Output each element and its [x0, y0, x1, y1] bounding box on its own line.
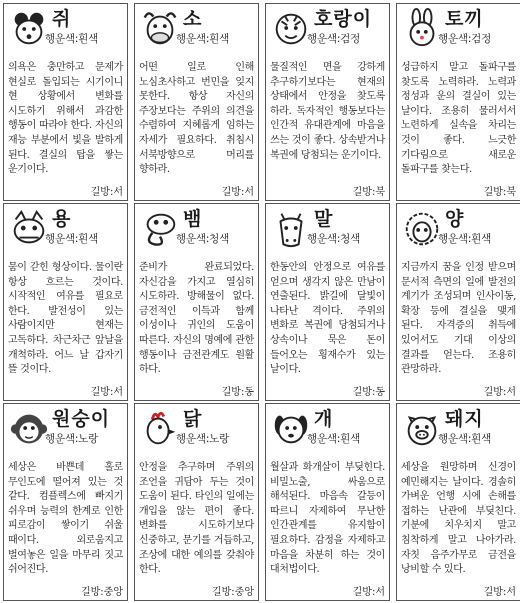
sheep-icon — [401, 208, 443, 250]
fortune-text: 의욕은 충만하고 문제가 현실로 돌입되는 시기이니 현 상황에서 변화를 시도하기 위해서 과감한 행동이 따라야 한다. 자신의 재능 부분에서 빛을 발하게 된다. 결실의 탑을 쌓는 운기이다. — [8, 62, 123, 176]
rooster-icon — [139, 408, 181, 450]
lucky-direction: 길방:동 — [219, 386, 254, 399]
lucky-color: 행운색:흰색 — [45, 233, 99, 245]
zodiac-card — [134, 403, 259, 601]
zodiac-card-header — [135, 404, 259, 454]
lucky-direction: 길방:서 — [219, 186, 254, 199]
zodiac-name: 원숭이 — [52, 408, 111, 430]
lucky-color: 행운색:청색 — [307, 233, 361, 245]
zodiac-card — [265, 203, 390, 401]
zodiac-name: 말 — [314, 208, 334, 230]
ox-icon — [139, 8, 181, 50]
monkey-icon — [8, 408, 50, 450]
zodiac-name: 돼지 — [445, 408, 484, 430]
zodiac-name: 소 — [183, 8, 203, 30]
lucky-direction: 길방:서 — [88, 186, 123, 199]
fortune-text: 지금까지 꿈을 인정 받으며 문서적 측면의 일에 발전의 계기가 조성되며 인사이동, 확장 등에 결실을 맺게 된다. 자격증의 취득에 있어서도 기대 이상의 결과를 얻는다. 조용히 관망하라. — [401, 262, 516, 376]
lucky-direction: 길방:서 — [481, 386, 516, 399]
lucky-color: 행운색:흰색 — [45, 33, 99, 45]
lucky-direction: 길방:서 — [88, 386, 123, 399]
zodiac-name: 양 — [445, 208, 465, 230]
lucky-color: 행운색:흰색 — [438, 433, 492, 445]
lucky-color: 행운색:청색 — [176, 233, 230, 245]
lucky-color: 행운색:노랑 — [45, 433, 99, 445]
lucky-color: 행운색:흰색 — [438, 233, 492, 245]
zodiac-card — [3, 3, 128, 201]
lucky-color: 행운색:검정 — [438, 33, 492, 45]
rabbit-icon — [401, 8, 443, 50]
lucky-direction: 길방:서 — [481, 586, 516, 599]
lucky-direction: 길방:중앙 — [209, 586, 254, 599]
fortune-text: 세상은 바쁜데 홀로 무인도에 떨어져 있는 것 같다. 컴플렉스에 빠지기 쉬우며 능력의 한계로 인한 피로감이 쌓이기 쉬울 때이다. 외로움지고 벌여놓은 일을 마무리 짓고 쉬어진다. — [8, 462, 123, 576]
zodiac-card-header — [397, 204, 520, 254]
fortune-text: 준비가 완료되었다. 자신감을 가지고 열심히 시도하라. 방해물이 없다. 금전적인 이득과 함께 이성이나 귀인의 도움이 따른다. 자신의 명예에 관한 행동이나 금전관계도 원활 하다. — [139, 262, 254, 376]
zodiac-name: 용 — [52, 208, 72, 230]
zodiac-name: 닭 — [183, 408, 203, 430]
tiger-icon — [270, 8, 312, 50]
zodiac-card-header — [4, 404, 128, 454]
zodiac-card — [134, 3, 259, 201]
fortune-text: 안정을 추구하며 주위의 조언을 귀담아 두는 것이 도움이 된다. 타인의 일에는 개입을 않는 편이 좋다. 변화를 시도하기보다 신중하고, 문기를 거듭하고, 조상에 대한 예의를 갖춰야 한다. — [139, 462, 254, 576]
zodiac-card-header — [397, 4, 520, 54]
zodiac-card-header — [135, 4, 259, 54]
fortune-text: 월살과 화개살이 부딪힌다. 비밀노출, 싸움으로 해석된다. 마음속 갈등이 따르니 자제하여 무난한 인간관계를 유지함이 필요하다. 감정을 자제하고 마음을 차분히 하는 것이 대처법이다. — [270, 462, 385, 576]
lucky-direction: 길방:동 — [350, 386, 385, 399]
zodiac-card-header — [4, 204, 128, 254]
lucky-direction: 길방:북 — [481, 186, 516, 199]
lucky-color: 행운색:흰색 — [176, 33, 230, 45]
fortune-text: 어떤 일로 인해 노심초사하고 번민을 잊지 못한다. 항상 자신의 주장보다는 주위의 의견을 수렴하여 지혜롭게 임하는 자세가 필요하다. 취침시 서북방향으로 머리를 향하라. — [139, 62, 254, 176]
snake-icon — [139, 208, 181, 250]
lucky-color: 행운색:검정 — [307, 33, 361, 45]
zodiac-card — [396, 403, 520, 601]
zodiac-name: 뱀 — [183, 208, 203, 230]
zodiac-name: 쥐 — [52, 8, 72, 30]
pig-icon — [401, 408, 443, 450]
zodiac-card — [396, 3, 520, 201]
fortune-text: 세상을 원망하며 신경이 예민해지는 날이다. 경솔히 가벼운 언행 시에 손해를 접하는 난관에 부딪친다. 기분에 치우치지 말고 침착하게 말고 나아가라. 자칫 음주가무로 금전을 낭비할 수 있다. — [401, 462, 516, 576]
zodiac-card-header — [266, 4, 390, 54]
fortune-text: 뭄이 갇힌 형상이다. 물이란 항상 흐르는 것이다. 시작적인 여유를 필요로 한다. 발전성이 있는 사람이지만 현재는 고독하다. 차근차근 앞날을 개척하라. 어느 날 갑자기 뜰 것이다. — [8, 262, 123, 376]
lucky-direction: 길방:중앙 — [78, 586, 123, 599]
lucky-direction: 길방:서 — [350, 586, 385, 599]
fortune-text: 한동안의 안정으로 여유를 얻으며 생각지 않은 만남이 연출된다. 밝길에 달빛이 나타난 격이다. 주위의 변화로 복권에 당첨되거나 상속이나 묵은 돈이 들어오는 횡재수가 있는 날이다. — [270, 262, 385, 376]
zodiac-card-header — [266, 404, 390, 454]
fortune-text: 물질적인 면을 강하게 추구하기보다는 현재의 상태에서 안정을 찾도록 하라. 독자적인 행동보다는 인간적 유대관계에 마음을 쓰는 것이 좋다. 상속받거나 복권에 당첨되는 운기이다. — [270, 62, 385, 161]
zodiac-card — [134, 203, 259, 401]
horse-icon — [270, 208, 312, 250]
fortune-text: 성급하지 말고 돌파구를 찾도록 노력하라. 노력과 정성과 운의 결실이 있는 날이다. 조용히 물러서서 노련하게 실속을 차리는 것이 좋다. 느긋한 기다림으로 새로운 돌파구를 찾는다. — [401, 62, 516, 176]
zodiac-card-header — [135, 204, 259, 254]
zodiac-name: 개 — [314, 408, 334, 430]
zodiac-card-header — [266, 204, 390, 254]
zodiac-card — [3, 203, 128, 401]
dragon-icon — [8, 208, 50, 250]
lucky-color: 행운색:노랑 — [176, 433, 230, 445]
lucky-color: 행운색:흰색 — [307, 433, 361, 445]
dog-icon — [270, 408, 312, 450]
zodiac-card — [265, 3, 390, 201]
lucky-direction: 길방:북 — [350, 186, 385, 199]
zodiac-name: 토끼 — [445, 8, 484, 30]
zodiac-name: 호랑이 — [314, 8, 373, 30]
rat-icon — [8, 8, 50, 50]
zodiac-card — [265, 403, 390, 601]
zodiac-card — [3, 403, 128, 601]
zodiac-card-header — [4, 4, 128, 54]
zodiac-card — [396, 203, 520, 401]
zodiac-card-header — [397, 404, 520, 454]
